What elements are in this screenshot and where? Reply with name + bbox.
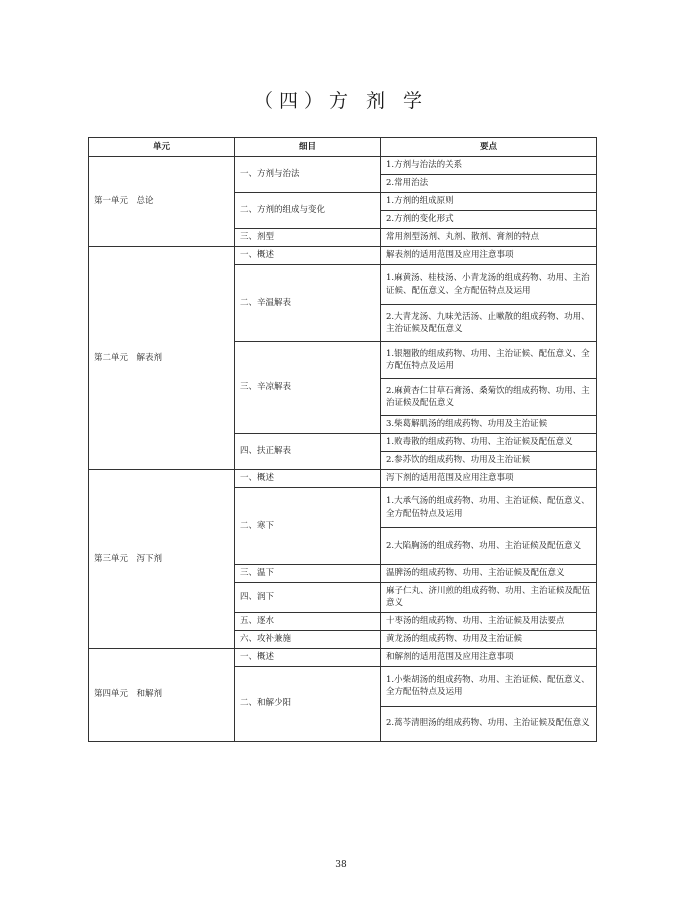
point-cell: 2.常用治法: [381, 175, 597, 193]
point-cell: 2.大青龙汤、九味羌活汤、止嗽散的组成药物、功用、主治证候及配伍意义: [381, 305, 597, 342]
header-unit: 单元: [89, 138, 235, 157]
item-cell: 三、剂型: [235, 229, 381, 247]
point-cell: 1.大承气汤的组成药物、功用、主治证候、配伍意义、全方配伍特点及运用: [381, 488, 597, 528]
table-row: [89, 648, 597, 666]
point-cell: 解表剂的适用范围及应用注意事项: [381, 247, 597, 265]
point-cell: 黄龙汤的组成药物、功用及主治证候: [381, 630, 597, 648]
item-cell: 一、方剂与治法: [235, 157, 381, 193]
point-cell: 2.蒿芩清胆汤的组成药物、功用、主治证候及配伍意义: [381, 706, 597, 741]
header-item: 细目: [235, 138, 381, 157]
point-cell: 麻子仁丸、济川煎的组成药物、功用、主治证候及配伍意义: [381, 583, 597, 613]
item-cell: 四、扶正解表: [235, 434, 381, 470]
item-cell: 三、辛凉解表: [235, 342, 381, 434]
point-cell: 1.方剂与治法的关系: [381, 157, 597, 175]
item-cell: 二、和解少阳: [235, 666, 381, 741]
point-cell: 1.麻黄汤、桂枝汤、小青龙汤的组成药物、功用、主治证候、配伍意义、全方配伍特点及运用: [381, 265, 597, 305]
point-cell: 2.麻黄杏仁甘草石膏汤、桑菊饮的组成药物、功用、主治证候及配伍意义: [381, 379, 597, 416]
syllabus-table: [88, 137, 597, 742]
point-cell: 3.柴葛解肌汤的组成药物、功用及主治证候: [381, 416, 597, 434]
point-cell: 泻下剂的适用范围及应用注意事项: [381, 470, 597, 488]
table-row: [89, 157, 597, 175]
table-header-row: [89, 138, 597, 157]
point-cell: 常用剂型汤剂、丸剂、散剂、膏剂的特点: [381, 229, 597, 247]
item-cell: 三、温下: [235, 565, 381, 583]
item-cell: 一、概述: [235, 247, 381, 265]
unit-cell: 第四单元 和解剂: [89, 648, 235, 741]
point-cell: 2.方剂的变化形式: [381, 211, 597, 229]
point-cell: 1.方剂的组成原则: [381, 193, 597, 211]
item-cell: 一、概述: [235, 648, 381, 666]
table-row: [89, 470, 597, 488]
item-cell: 一、概述: [235, 470, 381, 488]
item-cell: 五、逐水: [235, 612, 381, 630]
point-cell: 1.小柴胡汤的组成药物、功用、主治证候、配伍意义、全方配伍特点及运用: [381, 666, 597, 706]
item-cell: 二、方剂的组成与变化: [235, 193, 381, 229]
page-number: 38: [335, 860, 347, 870]
item-cell: 四、润下: [235, 583, 381, 613]
header-point: 要点: [381, 138, 597, 157]
point-cell: 2.大陷胸汤的组成药物、功用、主治证候及配伍意义: [381, 528, 597, 565]
table-row: [89, 247, 597, 265]
unit-cell: 第一单元 总论: [89, 157, 235, 247]
unit-cell: 第三单元 泻下剂: [89, 470, 235, 649]
item-cell: 二、辛温解表: [235, 265, 381, 342]
point-cell: 2.参苏饮的组成药物、功用及主治证候: [381, 452, 597, 470]
point-cell: 十枣汤的组成药物、功用、主治证候及用法要点: [381, 612, 597, 630]
table-body: [89, 157, 597, 742]
item-cell: 二、寒下: [235, 488, 381, 565]
unit-cell: 第二单元 解表剂: [89, 247, 235, 470]
point-cell: 1.败毒散的组成药物、功用、主治证候及配伍意义: [381, 434, 597, 452]
point-cell: 1.银翘散的组成药物、功用、主治证候、配伍意义、全方配伍特点及运用: [381, 342, 597, 379]
point-cell: 和解剂的适用范围及应用注意事项: [381, 648, 597, 666]
item-cell: 六、攻补兼施: [235, 630, 381, 648]
point-cell: 温脾汤的组成药物、功用、主治证候及配伍意义: [381, 565, 597, 583]
page-title: （四）方 剂 学: [253, 90, 429, 112]
